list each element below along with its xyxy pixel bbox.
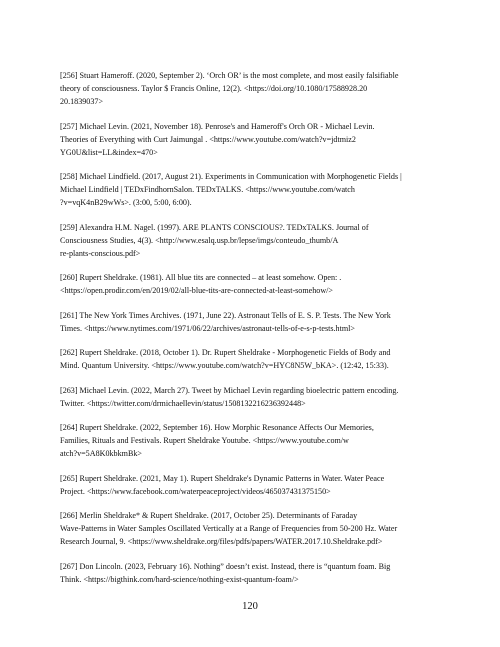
reference-267: [267] Don Lincoln. (2023, February 16). Nothing” doesn’t exist. Instead, there is “quantum foam. Big Think. <https://bigthink.com/hard-science/nothing-exist-quantum-foam/> <box>60 561 391 584</box>
reference-260: [260] Rupert Sheldrake. (1981). All blue tits are connected – at least somehow. Open: . <https://open.prodir.com/en/2019/02/all-blue-tits-are-connected-at-least-somehow/> <box>60 273 342 295</box>
reference-263: [263] Michael Levin. (2022, March 27). Tweet by Michael Levin regarding bioelectric pattern encoding. Twitter. <https://twitter.com/drmichaellevin/status/1508132216236392448> <box>60 385 399 408</box>
reference-259: [259] Alexandra H.M. Nagel. (1997). ARE PLANTS CONSCIOUS?. TEDxTALKS. Journal of Consciousness Studies, 4(3). <http://www.esalq.usp.br/lepse/imgs/conteudo_thumb/A re-plants-conscious.pdf> <box>60 222 369 258</box>
reference-265: [265] Rupert Sheldrake. (2021, May 1). Rupert Sheldrake's Dynamic Patterns in Water. Water Peace Project. <https://www.facebook.com/waterpeaceproject/videos/465037431375150> <box>60 473 385 496</box>
reference-264: [264] Rupert Sheldrake. (2022, September 16). How Morphic Resonance Affects Our Memories, Families, Rituals and Festivals. Rupert Sheldrake Youtube. <https://www.youtube.com/w atch?v=5A8K0kbkmBk> <box>60 423 374 458</box>
page-number: 120 <box>242 601 258 612</box>
reference-261: [261] The New York Times Archives. (1971, June 22). Astronaut Tells of E. S. P. Tests. The New York Times. <https://www.nytimes.com/1971/06/22/archives/astronaut-tells-of-e-s-p-tests.html> <box>60 310 391 333</box>
reference-262: [262] Rupert Sheldrake. (2018, October 1). Dr. Rupert Sheldrake - Morphogenetic Fields of Body and Mind. Quantum University. <https://www.youtube.com/watch?v=HYC8N5W_bKA>. (12:42, 15:33). <box>60 348 391 370</box>
reference-266: [266] Merlin Sheldrake* & Rupert Sheldrake. (2017, October 25). Determinants of Faraday Wave-Patterns in Water Samples Oscillated Vertically at a Range of Frequencies from 50-200 Hz. Water Research Journal, 9. <https://www.sheldrake.org/files/pdfs/papers/WATER.2017.10.Sheldrake.pdf> <box>60 511 398 546</box>
reference-256: [256] Stuart Hameroff. (2020, September 2). ‘Orch OR’ is the most complete, and most easily falsifiable theory of consciousness. Taylor $ Francis Online, 12(2). <https://doi.org/10.1080/17588928.20 20.1839037> <box>60 71 399 106</box>
reference-257: [257] Michael Levin. (2021, November 18). Penrose's and Hameroff's Orch OR - Michael Levin. Theories of Everything with Curt Jaimungal . <https://www.youtube.com/watch?v=jdtmiz2 YG0U&list=LL&index=470> <box>60 121 375 157</box>
reference-258: [258] Michael Lindfield. (2017, August 21). Experiments in Communication with Morphogenetic Fields | Michael Lindfield | TEDxFindhornSalon. TEDxTALKS. <https://www.youtube.com/watch ?v=vqK4nB29wWs>. (3:00, 5:00, 6:00). <box>60 172 402 207</box>
reference-list <box>60 69 432 597</box>
